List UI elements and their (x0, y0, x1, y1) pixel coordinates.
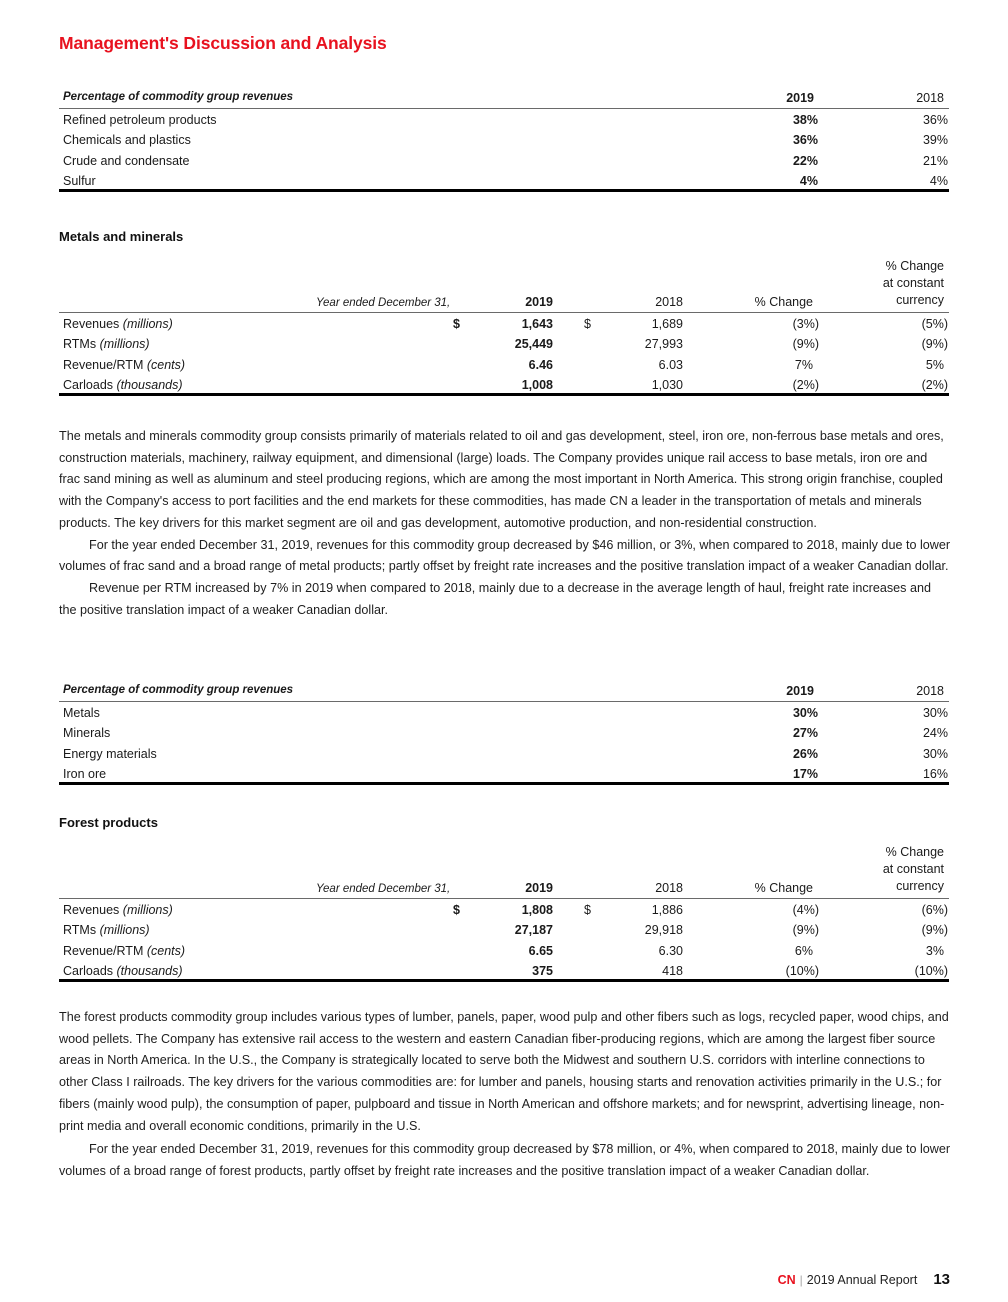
table-row (59, 722, 949, 742)
value-prior: 1,689 (651, 317, 683, 331)
value-current: 27% (792, 726, 818, 741)
header-year-current: 2019 (786, 91, 814, 105)
metals-minerals-narrative (59, 426, 951, 621)
value-prior: 6.03 (658, 357, 683, 372)
header-year-current: 2019 (786, 684, 814, 698)
table-row (59, 170, 949, 190)
value-pct-change: (9%) (792, 923, 819, 938)
value-pct-change-cc: (9%) (921, 337, 948, 352)
value-pct-change: (9%) (792, 337, 819, 352)
row-label (63, 378, 183, 392)
value-prior: 30% (922, 746, 948, 761)
value-current: 6.46 (528, 357, 553, 372)
footer-separator: | (799, 1273, 803, 1287)
value-pct-change-cc: 3% (925, 943, 944, 958)
label-unit: (cents) (146, 943, 186, 958)
label-unit: (millions) (122, 317, 173, 331)
value-prior: 39% (922, 133, 948, 148)
value-pct-change-cc: (10%) (914, 963, 948, 978)
value-pct-change-cc: 5% (925, 357, 944, 372)
value-pct-change-cc: (2%) (921, 377, 948, 392)
value-current: 38% (792, 113, 818, 127)
value-current: 22% (792, 153, 818, 168)
value-prior: 4% (929, 173, 948, 188)
row-label: Minerals (63, 726, 111, 741)
table-row (59, 333, 949, 353)
header-line: % Change (885, 259, 944, 273)
table-row (59, 109, 949, 129)
brand-logo-text: CN (777, 1273, 796, 1287)
header-line: currency (896, 879, 944, 893)
table-row (59, 313, 949, 333)
value-current: 375 (532, 963, 553, 978)
table-row (59, 763, 949, 783)
value-prior: 24% (922, 726, 948, 741)
row-label (63, 923, 150, 937)
label-unit: (millions) (122, 903, 173, 917)
value-prior: 6.30 (658, 943, 683, 958)
value-pct-change: (10%) (785, 963, 819, 978)
value-current: 1,808 (521, 903, 553, 917)
header-year-prior: 2018 (655, 295, 683, 309)
value-prior: 1,886 (651, 903, 683, 917)
label-unit: (cents) (146, 357, 186, 372)
paragraph: The forest products commodity group includes various types of lumber, panels, paper, wood pulp and other fibers such as logs, recycled paper, wood chips, and wood pellets. The Company has extensive rail access to the western and eastern Canadian fiber-producing regions, which are among the largest fiber source areas in North America. In the U.S., the Company is strategically located to serve both the Midwest and southern U.S. corridors with interline connections to other Class I railroads. The key drivers for the various commodities are: for lumber and panels, housing starts and renovation activities primarily in the U.S.; for fibers (mainly wood pulp), the consumption of paper, pulpboard and tissue in North American and offshore markets; and for newsprint, advertising lineage, non-print media and overall economic conditions, primarily in the U.S. (59, 1010, 949, 1133)
value-pct-change: 6% (794, 943, 813, 958)
row-label (63, 317, 173, 331)
header-year-ended: Year ended December 31, (316, 883, 451, 895)
value-prior: 418 (662, 963, 683, 978)
table-row (59, 940, 949, 960)
label-text: RTMs (63, 923, 97, 938)
header-year-current: 2019 (525, 881, 553, 895)
value-prior: 30% (922, 706, 948, 720)
row-label: Energy materials (63, 746, 157, 761)
header-line: at constant (882, 862, 944, 876)
row-label: Refined petroleum products (63, 113, 217, 127)
table-header (59, 682, 949, 702)
petroleum-chemicals-percentage-table (59, 89, 949, 192)
header-label: Percentage of commodity group revenues (63, 684, 294, 696)
value-current: 1,643 (521, 317, 553, 331)
header-year-prior: 2018 (916, 91, 944, 105)
value-prior: 21% (922, 153, 948, 168)
row-label (63, 944, 185, 958)
row-label (63, 964, 183, 978)
table-row (59, 354, 949, 374)
currency-symbol-current: $ (453, 317, 460, 331)
value-pct-change: 7% (794, 357, 813, 372)
table-row (59, 129, 949, 149)
header-year-ended: Year ended December 31, (316, 297, 451, 309)
value-pct-change-cc: (9%) (921, 923, 948, 938)
header-year-prior: 2018 (655, 881, 683, 895)
page-footer (778, 1271, 950, 1288)
header-year-prior: 2018 (916, 684, 944, 698)
label-text: Revenues (63, 903, 120, 917)
forest-products-narrative (59, 1007, 951, 1183)
table-header (59, 255, 949, 313)
table-row (59, 743, 949, 763)
currency-symbol-current: $ (453, 903, 460, 917)
header-pct-change-constant-currency (883, 844, 944, 895)
table-header (59, 89, 949, 109)
value-current: 17% (792, 766, 818, 781)
header-pct-change: % Change (754, 881, 813, 895)
value-current: 6.65 (528, 943, 553, 958)
header-pct-change-constant-currency (883, 258, 944, 309)
metals-minerals-percentage-table (59, 682, 949, 785)
table-row (59, 960, 949, 980)
label-unit: (millions) (99, 337, 150, 352)
value-current: 1,008 (521, 377, 553, 392)
value-pct-change: (3%) (792, 317, 819, 331)
label-unit: (thousands) (116, 963, 183, 978)
value-prior: 27,993 (644, 337, 683, 352)
header-line: % Change (885, 845, 944, 859)
table-row (59, 150, 949, 170)
label-text: Revenue/RTM (63, 357, 144, 372)
row-label: Metals (63, 706, 100, 720)
value-current: 25,449 (514, 337, 553, 352)
value-current: 30% (792, 706, 818, 720)
row-label (63, 358, 185, 372)
table-row (59, 374, 949, 394)
header-pct-change: % Change (754, 295, 813, 309)
header-line: at constant (882, 276, 944, 290)
metals-minerals-stats-table (59, 255, 949, 396)
page-title: Management's Discussion and Analysis (59, 33, 387, 53)
forest-products-stats-table (59, 841, 949, 982)
value-prior: 36% (922, 113, 948, 127)
table-header (59, 841, 949, 899)
label-text: Carloads (63, 963, 114, 978)
table-row (59, 899, 949, 919)
report-title: 2019 Annual Report (806, 1273, 918, 1287)
value-current: 4% (799, 173, 818, 188)
header-line: currency (896, 293, 944, 307)
page-number: 13 (933, 1271, 950, 1288)
value-prior: 16% (922, 766, 948, 781)
label-text: Revenue/RTM (63, 943, 144, 958)
currency-symbol-prior: $ (584, 317, 591, 331)
value-pct-change-cc: (6%) (921, 903, 948, 917)
label-unit: (millions) (99, 923, 150, 938)
paragraph: For the year ended December 31, 2019, revenues for this commodity group decreased by $46 million, or 3%, when compared to 2018, mainly due to lower volumes of frac sand and a broad range of metal products; partly offset by freight rate increases and the positive translation impact of a weaker Canadian dollar. (59, 537, 951, 574)
row-label: Crude and condensate (63, 153, 190, 168)
row-label (63, 337, 150, 351)
value-pct-change: (2%) (792, 377, 819, 392)
table-row (59, 919, 949, 939)
table-row (59, 702, 949, 722)
value-prior: 1,030 (651, 377, 683, 392)
row-label: Chemicals and plastics (63, 133, 191, 148)
label-text: Carloads (63, 377, 114, 392)
section-heading-forest-products: Forest products (59, 815, 158, 830)
paragraph: The metals and minerals commodity group consists primarily of materials related to oil and gas development, steel, iron ore, non-ferrous base metals and ores, construction materials, machinery, railway equipment, and dimensional (large) loads. The Company provides unique rail access to base metals, iron ore and frac sand mining as well as aluminum and steel producing regions, which are among the most important in North America. This strong origin franchise, coupled with the Company's access to port facilities and the end markets for these commodities, has made CN a leader in the transportation of metals and minerals products. The key drivers for this market segment are oil and gas development, automotive production, and non-residential construction. (59, 429, 944, 530)
section-heading-metals-minerals: Metals and minerals (59, 229, 184, 244)
value-prior: 29,918 (644, 923, 683, 938)
value-pct-change-cc: (5%) (921, 317, 948, 331)
header-label: Percentage of commodity group revenues (63, 91, 294, 103)
header-year-current: 2019 (525, 295, 553, 309)
label-text: RTMs (63, 337, 97, 352)
value-current: 36% (792, 133, 818, 148)
paragraph: Revenue per RTM increased by 7% in 2019 when compared to 2018, mainly due to a decrease in the average length of haul, freight rate increases and the positive translation impact of a weaker Canadian dollar. (59, 580, 931, 617)
label-text: Revenues (63, 317, 120, 331)
value-current: 27,187 (514, 923, 553, 938)
row-label: Sulfur (63, 173, 96, 188)
row-label (63, 903, 173, 917)
value-current: 26% (792, 746, 818, 761)
row-label: Iron ore (63, 766, 107, 781)
paragraph: For the year ended December 31, 2019, revenues for this commodity group decreased by $78 million, or 4%, when compared to 2018, mainly due to lower volumes of a broad range of forest products, partly offset by freight rate increases and the positive translation impact of a weaker Canadian dollar. (59, 1142, 951, 1178)
label-unit: (thousands) (116, 377, 183, 392)
currency-symbol-prior: $ (584, 903, 591, 917)
value-pct-change: (4%) (792, 903, 819, 917)
